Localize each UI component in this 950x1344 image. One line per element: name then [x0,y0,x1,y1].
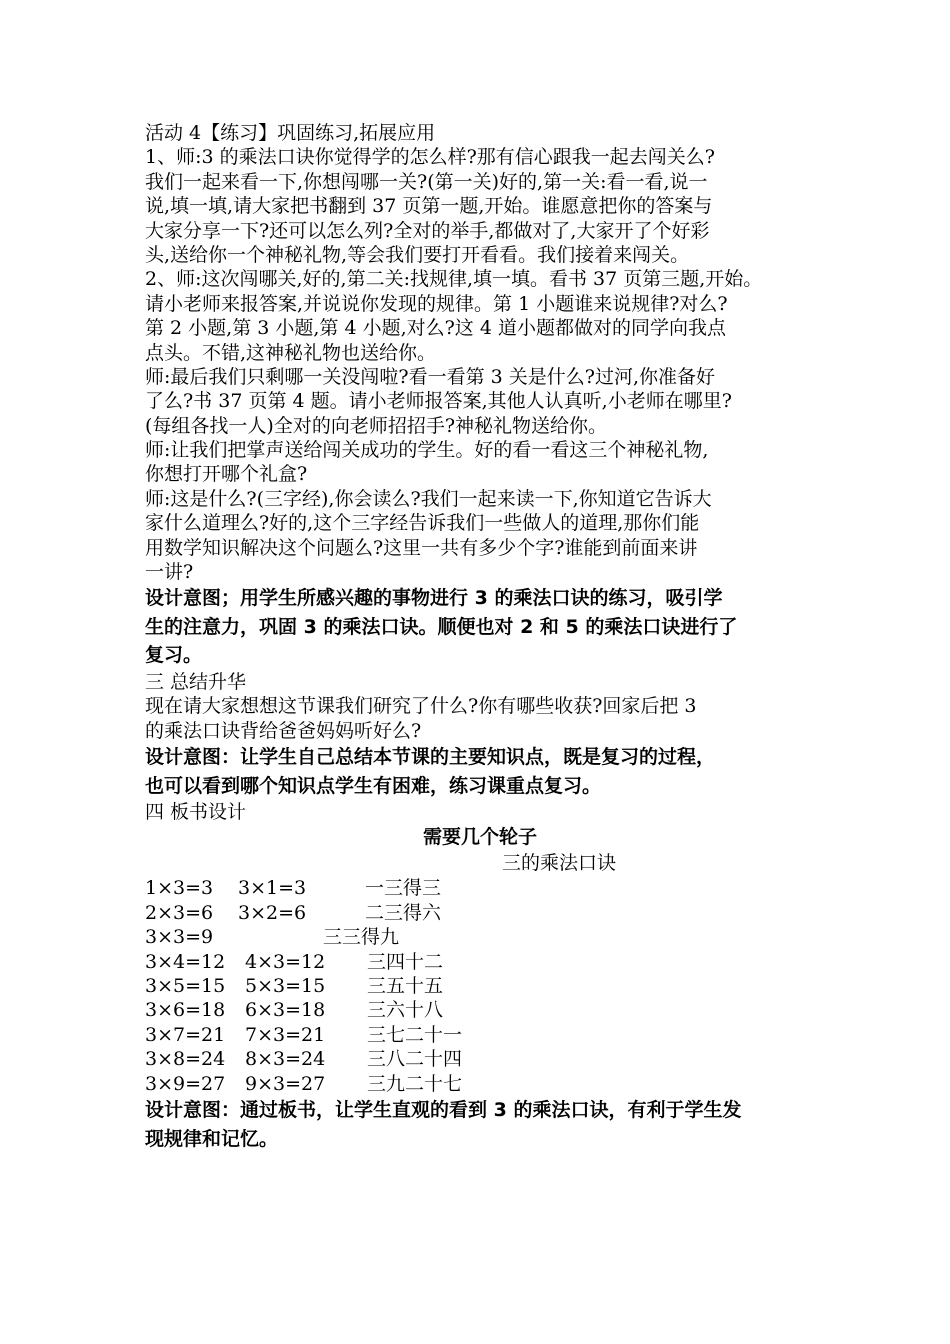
board-row [145,1047,815,1071]
paragraph-1 [145,145,815,267]
text-line: 复习。 [145,644,203,667]
text-line: 设计意图：通过板书，让学生直观的看到 3 的乘法口诀，有利于学生发 [145,1099,742,1121]
equation: 3×2=6 [238,901,307,924]
paragraph-4 [145,438,815,487]
text-line: 我们一起来看一下,你想闯哪一关?(第一关)好的,第一关:看一看,说一 [145,170,708,193]
text-line: 一讲? [145,561,194,584]
equation: 3×5=15 [145,975,226,998]
text-line: 也可以看到哪个知识点学生有困难，练习课重点复习。 [145,774,602,797]
section-4-heading: 四 板书设计 [145,801,247,824]
paragraph-3 [145,365,815,438]
text-line: 设计意图：让学生自己总结本节课的主要知识点，既是复习的过程， [145,746,716,769]
text-line: 师:让我们把掌声送给闯关成功的学生。好的看一看这三个神秘礼物, [145,439,709,462]
rhyme: 三六十八 [367,999,444,1022]
text-line: 1、师:3 的乘法口诀你觉得学的怎么样?那有信心跟我一起去闯关么? [145,146,715,169]
board-row [145,901,815,925]
design-intent-2 [145,743,815,800]
equation: 7×3=21 [245,1023,326,1046]
equation: 9×3=27 [245,1072,326,1095]
text-line: 头,送给你一个神秘礼物,等会我们要打开看看。我们接着来闯关。 [145,243,690,266]
rhyme: 三五十五 [367,975,444,998]
equation: 4×3=12 [245,950,326,973]
paragraph-6 [145,694,815,743]
rhyme: 三九二十七 [367,1072,463,1095]
rhyme: 二三得六 [365,901,442,924]
board-title: 需要几个轮子 [422,826,537,849]
board-row [145,950,815,974]
activity-heading: 活动 4【练习】巩固练习,拓展应用 [145,122,436,144]
text-line: 师:这是什么?(三字经),你会读么?我们一起来读一下,你知道它告诉大 [145,487,712,510]
equation: 3×1=3 [238,877,307,900]
board-row [145,998,815,1022]
text-line: 2、师:这次闯哪关,好的,第二关:找规律,填一填。看书 37 页第三题,开始。 [145,268,763,291]
blackboard-design [145,824,815,1096]
board-row [145,1023,815,1047]
equation: 5×3=15 [245,975,326,998]
board-row [145,1072,815,1096]
board-subtitle: 三的乘法口诀 [502,852,617,875]
equation: 3×6=18 [145,999,226,1022]
text-line: 用数学知识解决这个问题么?这里一共有多少个字?谁能到前面来讲 [145,536,698,559]
text-line: 的乘法口诀背给爸爸妈妈听好么? [145,719,422,742]
equation: 1×3=3 [145,877,214,900]
text-line: 第 2 小题,第 3 小题,第 4 小题,对么?这 4 道小题都做对的同学向我点 [145,317,726,340]
equation: 3×4=12 [145,950,226,973]
text-line: 现规律和记忆。 [145,1127,279,1150]
equation: 3×8=24 [145,1048,226,1071]
text-line: 说,填一填,请大家把书翻到 37 页第一题,开始。谁愿意把你的答案与 [145,195,713,218]
board-row [145,876,815,900]
document-page [145,121,815,1153]
rhyme: 三七二十一 [367,1023,463,1046]
equation: 3×9=27 [145,1072,226,1095]
equation: 3×7=21 [145,1023,226,1046]
design-intent-3 [145,1096,815,1153]
text-line: 了么?书 37 页第 4 题。请小老师报答案,其他人认真听,小老师在哪里? [145,390,732,413]
text-line: 点头。不错,这神秘礼物也送给你。 [145,341,437,364]
paragraph-2 [145,267,815,365]
text-line: 你想打开哪个礼盒? [145,463,308,486]
rhyme: 三八二十四 [367,1048,463,1071]
rhyme: 三三得九 [323,926,400,949]
section-3-heading: 三 总结升华 [145,670,247,693]
equation: 2×3=6 [145,901,214,924]
design-intent-1 [145,584,815,670]
paragraph-5 [145,487,815,585]
equation: 6×3=18 [245,999,326,1022]
board-row [145,974,815,998]
text-line: 大家分享一下?还可以怎么列?全对的举手,都做对了,大家开了个好彩 [145,219,710,242]
board-row [145,925,815,949]
text-line: (每组各找一人)全对的向老师招招手?神秘礼物送给你。 [145,414,608,437]
equation: 3×3=9 [145,926,214,949]
text-line: 师:最后我们只剩哪一关没闯啦?看一看第 3 关是什么?过河,你准备好 [145,365,715,388]
text-line: 请小老师来报答案,并说说你发现的规律。第 1 小题谁来说规律?对么? [145,292,728,315]
text-line: 现在请大家想想这节课我们研究了什么?你有哪些收获?回家后把 3 [145,695,697,718]
equation: 8×3=24 [245,1048,326,1071]
text-line: 设计意图；用学生所感兴趣的事物进行 3 的乘法口诀的练习，吸引学 [145,587,723,610]
rhyme: 一三得三 [365,877,442,900]
rhyme: 三四十二 [367,950,444,973]
text-line: 生的注意力，巩固 3 的乘法口诀。顺便也对 2 和 5 的乘法口诀进行了 [145,615,738,638]
text-line: 家什么道理么?好的,这个三字经告诉我们一些做人的道理,那你们能 [145,512,700,535]
